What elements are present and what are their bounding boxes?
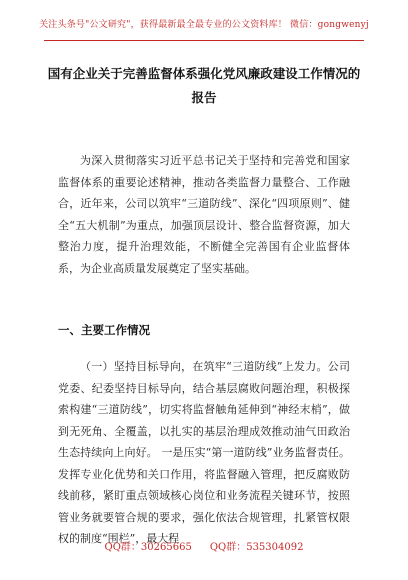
intro-paragraph: 为深入贯彻落实习近平总书记关于坚持和完善党和国家监督体系的重要论述精神，推动各类监督力量整合、工作融合，近年来，公司以筑牢“三道防线”、深化“四项原则”、健全“五大机制”为重点，加强顶层设计、整合监督资源，加大整治力度，提升治理效能，不断健全完善国有企业监督体系，为企业高质量发展奠定了坚实基础。 bbox=[58, 154, 350, 275]
footer-qq-group-1: QQ群：30265665 bbox=[104, 542, 192, 553]
footer-contact bbox=[0, 538, 408, 553]
section-heading: 一、主要工作情况 bbox=[58, 323, 150, 337]
document-title: 国有企业关于完善监督体系强化党风廉政建设工作情况的报告 bbox=[47, 66, 361, 105]
header-promo-text: 关注头条号"公文研究"，获得最新最全最专业的公文资料库！ 微信：gongwenyj bbox=[39, 20, 369, 30]
header-divider bbox=[44, 40, 364, 41]
section-paragraph: （一）坚持目标导向，在筑牢“三道防线”上发力。公司党委、纪委坚持目标导向，结合基层腐败问题治理，积极探索构建“三道防线”，切实将监督触角延伸到“神经末梢”，做到无死角、全覆盖，以扎实的基层治理成效推动油气田政治生态持续向上向好。 一是压实“第一道防线”业务监督责任。发挥专业化优势和关口作用，将监督融入管理，把反腐败防线前移，紧盯重点领域核心岗位和业务流程关键环节，按照管业务就要管合规的要求，强化依法合规管理，扎紧管权限权的制度“围栏”，最大程 bbox=[58, 360, 350, 545]
footer-qq-group-2: QQ群：535304092 bbox=[209, 542, 304, 553]
